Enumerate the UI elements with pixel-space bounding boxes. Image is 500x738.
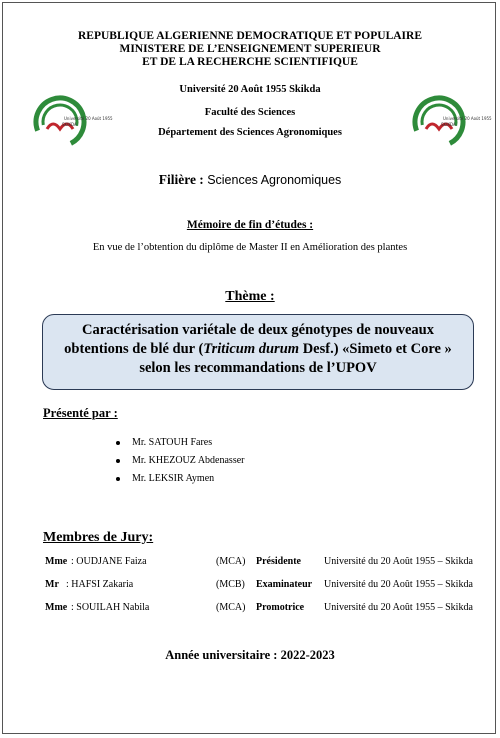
theme-line-1: Caractérisation variétale de deux génotypes de nouveaux — [82, 322, 434, 338]
bullet-icon — [116, 477, 120, 481]
svg-text:SKIKDA: SKIKDA — [441, 122, 456, 127]
theme-line-3: selon les recommandations de l’UPOV — [139, 360, 377, 376]
university-logo-left — [33, 95, 113, 149]
theme-species: Triticum durum — [203, 341, 300, 357]
header-line-3: ET DE LA RECHERCHE SCIENTIFIQUE — [142, 56, 358, 68]
bullet-icon — [116, 441, 120, 445]
header-line-2: MINISTERE DE L’ENSEIGNEMENT SUPERIEUR — [119, 43, 381, 55]
list-item: Mr. LEKSIR Aymen — [116, 470, 244, 488]
filiere — [0, 172, 500, 188]
department-name: Département des Sciences Agronomiques — [158, 127, 342, 138]
svg-text:Université 20 Août 1955: Université 20 Août 1955 — [443, 116, 492, 121]
bullet-icon — [116, 459, 120, 463]
presented-by-label: Présenté par : — [43, 406, 118, 420]
university-name: Université 20 Août 1955 Skikda — [179, 84, 321, 95]
students-list — [116, 434, 244, 488]
filiere-value: Sciences Agronomiques — [207, 173, 342, 187]
list-item: Mr. SATOUH Fares — [116, 434, 244, 452]
theme-label: Thème : — [225, 289, 275, 304]
academic-year: Année universitaire : 2022-2023 — [165, 648, 335, 662]
theme-box — [42, 314, 474, 390]
svg-text:SKIKDA: SKIKDA — [62, 122, 77, 127]
svg-text:Université 20 Août 1955: Université 20 Août 1955 — [64, 116, 113, 121]
filiere-label: Filière : — [158, 172, 204, 187]
theme-line-2: obtentions de blé dur (Triticum durum Desf.) «Simeto et Core » — [64, 341, 452, 357]
jury-label: Membres de Jury: — [43, 530, 154, 545]
university-logo-right — [412, 95, 492, 149]
faculty-name: Faculté des Sciences — [204, 107, 296, 118]
memoire-subtitle: En vue de l’obtention du diplôme de Master II en Amélioration des plantes — [92, 242, 408, 253]
memoire-title: Mémoire de fin d’études : — [186, 219, 314, 231]
header-line-1: REPUBLIQUE ALGERIENNE DEMOCRATIQUE ET POPULAIRE — [78, 30, 422, 42]
list-item: Mr. KHEZOUZ Abdenasser — [116, 452, 244, 470]
